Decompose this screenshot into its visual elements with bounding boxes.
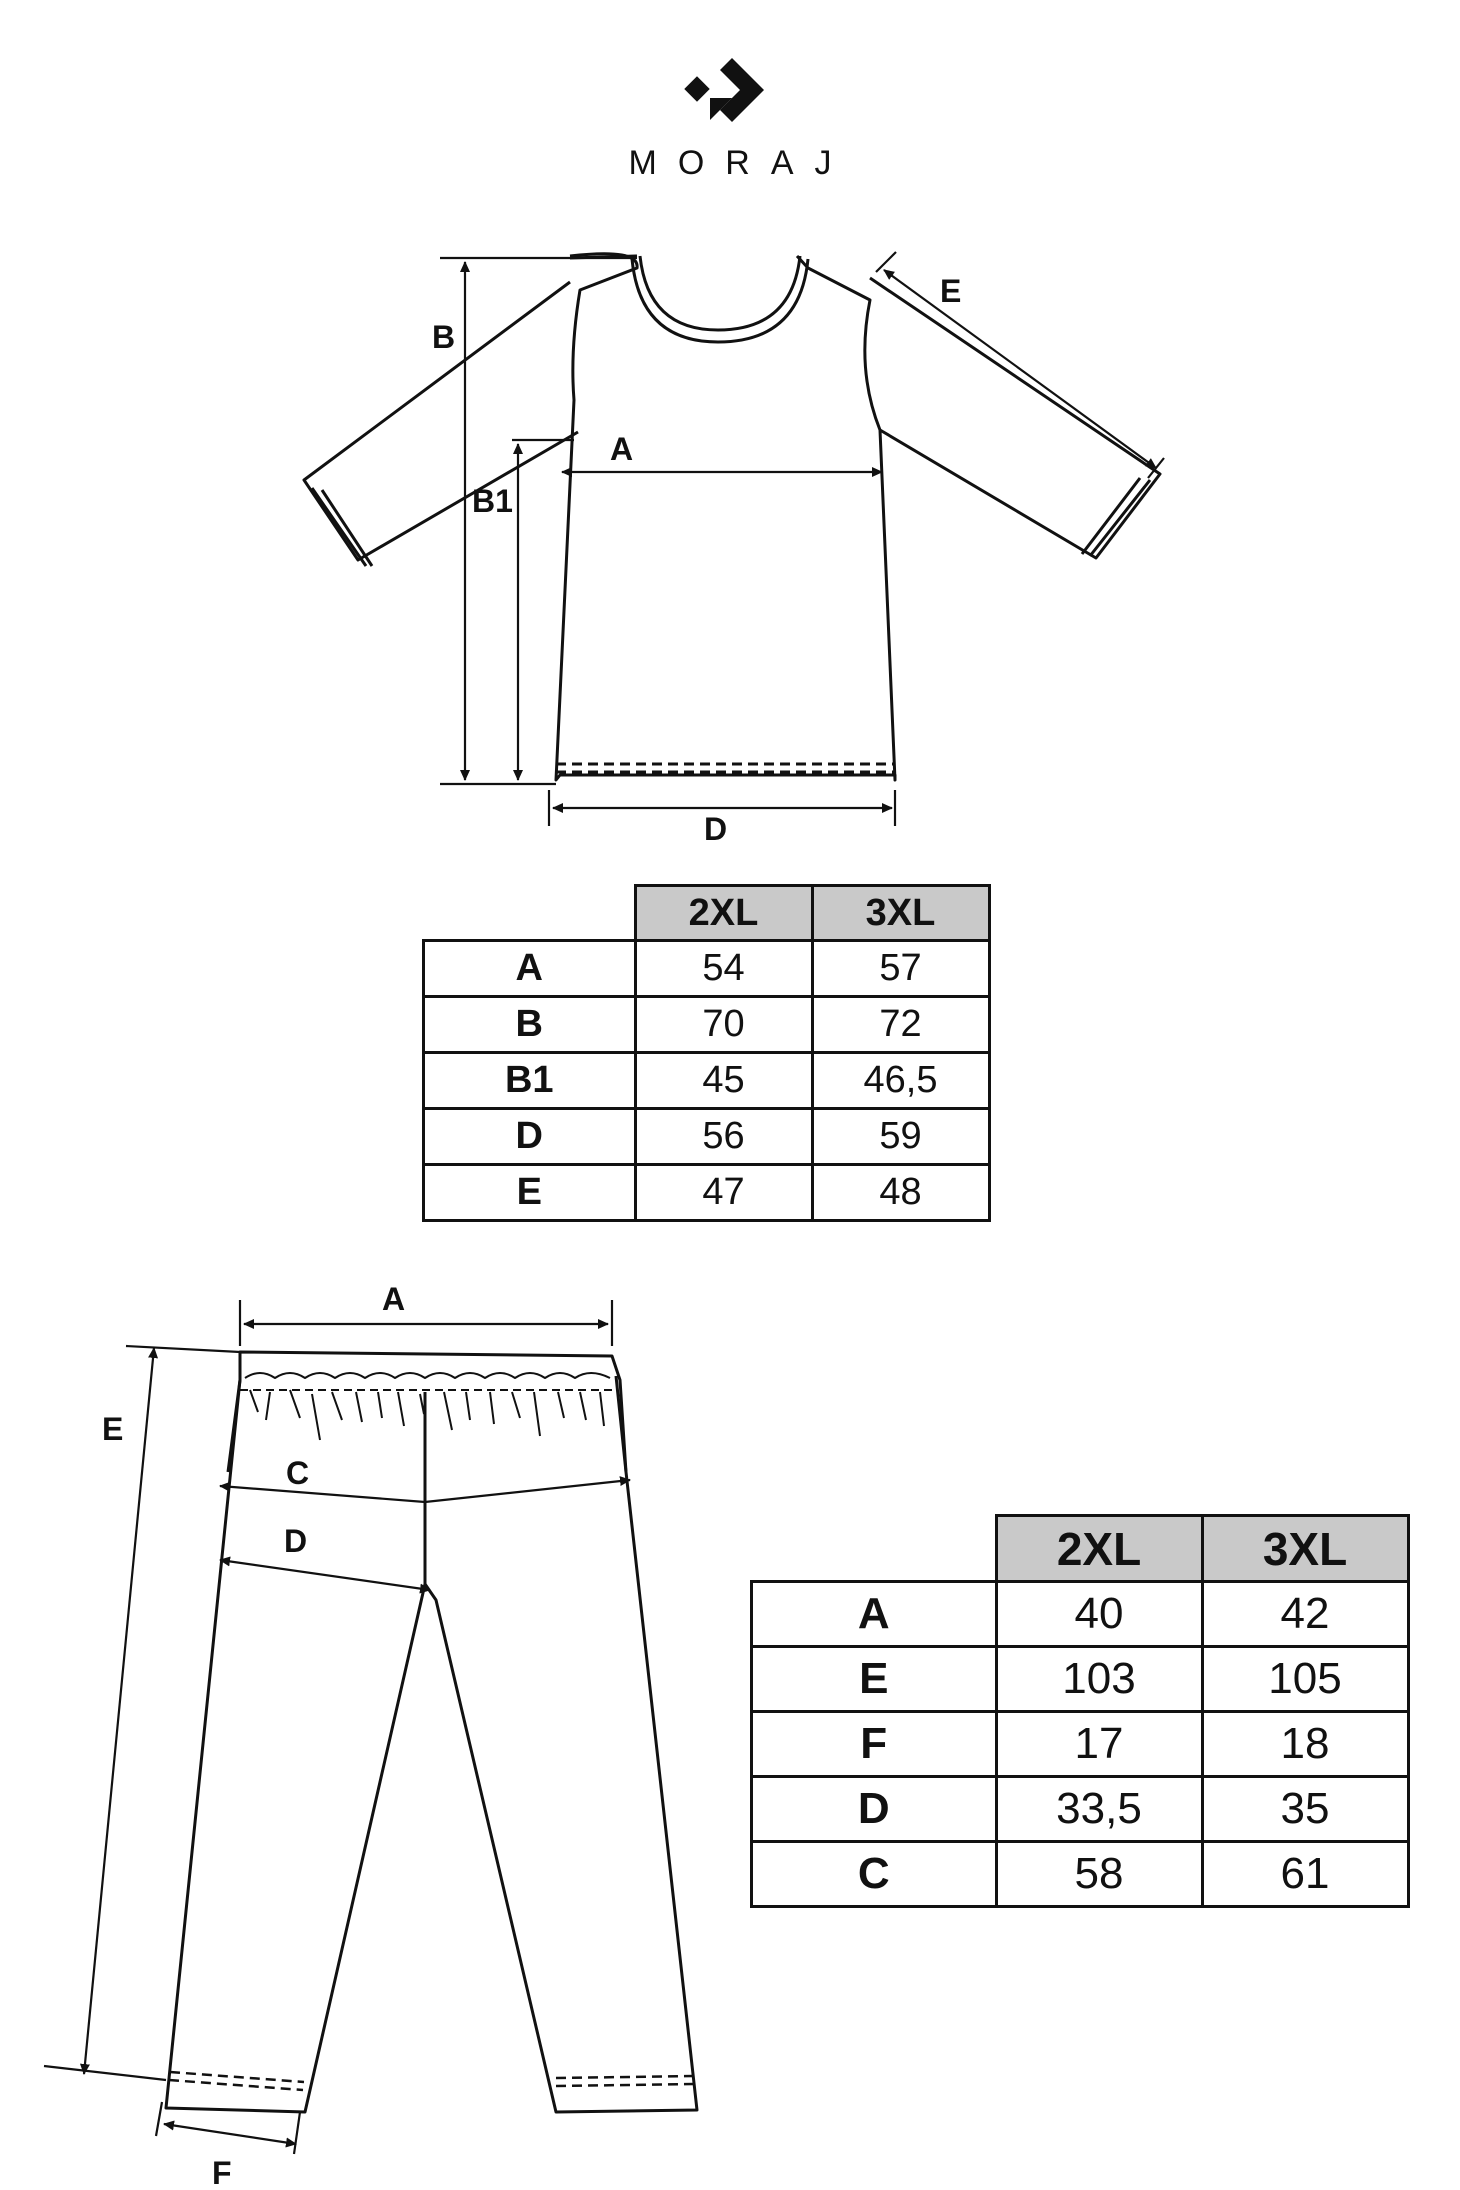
- pants-label-a: A: [382, 1281, 406, 1317]
- pants-size-table: [750, 1514, 1410, 1908]
- row-label: B1: [424, 1053, 636, 1109]
- value-cell: 33,5: [996, 1777, 1202, 1842]
- value-cell: 56: [635, 1109, 812, 1165]
- value-cell: 18: [1202, 1712, 1408, 1777]
- table-row: [752, 1712, 1409, 1777]
- shirt-dimension-lines: [440, 252, 1164, 826]
- brand-name: MORAJ: [628, 144, 853, 182]
- value-cell: 35: [1202, 1777, 1408, 1842]
- pants-outline: [166, 1352, 697, 2112]
- row-label: B: [424, 997, 636, 1053]
- shirt-size-table: [422, 884, 991, 1222]
- table-corner: [752, 1516, 997, 1582]
- value-cell: 70: [635, 997, 812, 1053]
- value-cell: 103: [996, 1647, 1202, 1712]
- table-row: [424, 1109, 990, 1165]
- value-cell: 72: [812, 997, 989, 1053]
- row-label: D: [752, 1777, 997, 1842]
- shirt-label-a: A: [610, 431, 634, 467]
- size-header-3xl: 3XL: [1202, 1516, 1408, 1582]
- value-cell: 54: [635, 941, 812, 997]
- shirt-label-b: B: [432, 319, 456, 355]
- pants-label-c: C: [286, 1455, 310, 1491]
- value-cell: 105: [1202, 1647, 1408, 1712]
- row-label: F: [752, 1712, 997, 1777]
- row-label: A: [424, 941, 636, 997]
- table-row: [424, 997, 990, 1053]
- table-row: [752, 1777, 1409, 1842]
- row-label: D: [424, 1109, 636, 1165]
- size-header-3xl: 3XL: [812, 886, 989, 941]
- row-label: A: [752, 1582, 997, 1647]
- shirt-label-e: E: [940, 273, 962, 309]
- table-row: [752, 1582, 1409, 1647]
- pants-dimension-lines: [44, 1300, 630, 2154]
- table-row: [424, 1053, 990, 1109]
- value-cell: 47: [635, 1165, 812, 1221]
- table-corner: [424, 886, 636, 941]
- row-label: E: [424, 1165, 636, 1221]
- size-header-2xl: 2XL: [635, 886, 812, 941]
- table-row: [752, 1647, 1409, 1712]
- value-cell: 61: [1202, 1842, 1408, 1907]
- shirt-label-b1: B1: [472, 483, 513, 519]
- value-cell: 58: [996, 1842, 1202, 1907]
- row-label: E: [752, 1647, 997, 1712]
- table-header-row: [752, 1516, 1409, 1582]
- table-row: [424, 941, 990, 997]
- size-header-2xl: 2XL: [996, 1516, 1202, 1582]
- value-cell: 59: [812, 1109, 989, 1165]
- value-cell: 46,5: [812, 1053, 989, 1109]
- value-cell: 40: [996, 1582, 1202, 1647]
- table-row: [424, 1165, 990, 1221]
- value-cell: 48: [812, 1165, 989, 1221]
- shirt-label-d: D: [704, 811, 728, 847]
- pants-label-f: F: [212, 2155, 232, 2190]
- row-label: C: [752, 1842, 997, 1907]
- pants-label-d: D: [284, 1523, 308, 1559]
- table-header-row: [424, 886, 990, 941]
- table-row: [752, 1842, 1409, 1907]
- value-cell: 57: [812, 941, 989, 997]
- value-cell: 45: [635, 1053, 812, 1109]
- value-cell: 42: [1202, 1582, 1408, 1647]
- pants-label-e: E: [102, 1411, 124, 1447]
- value-cell: 17: [996, 1712, 1202, 1777]
